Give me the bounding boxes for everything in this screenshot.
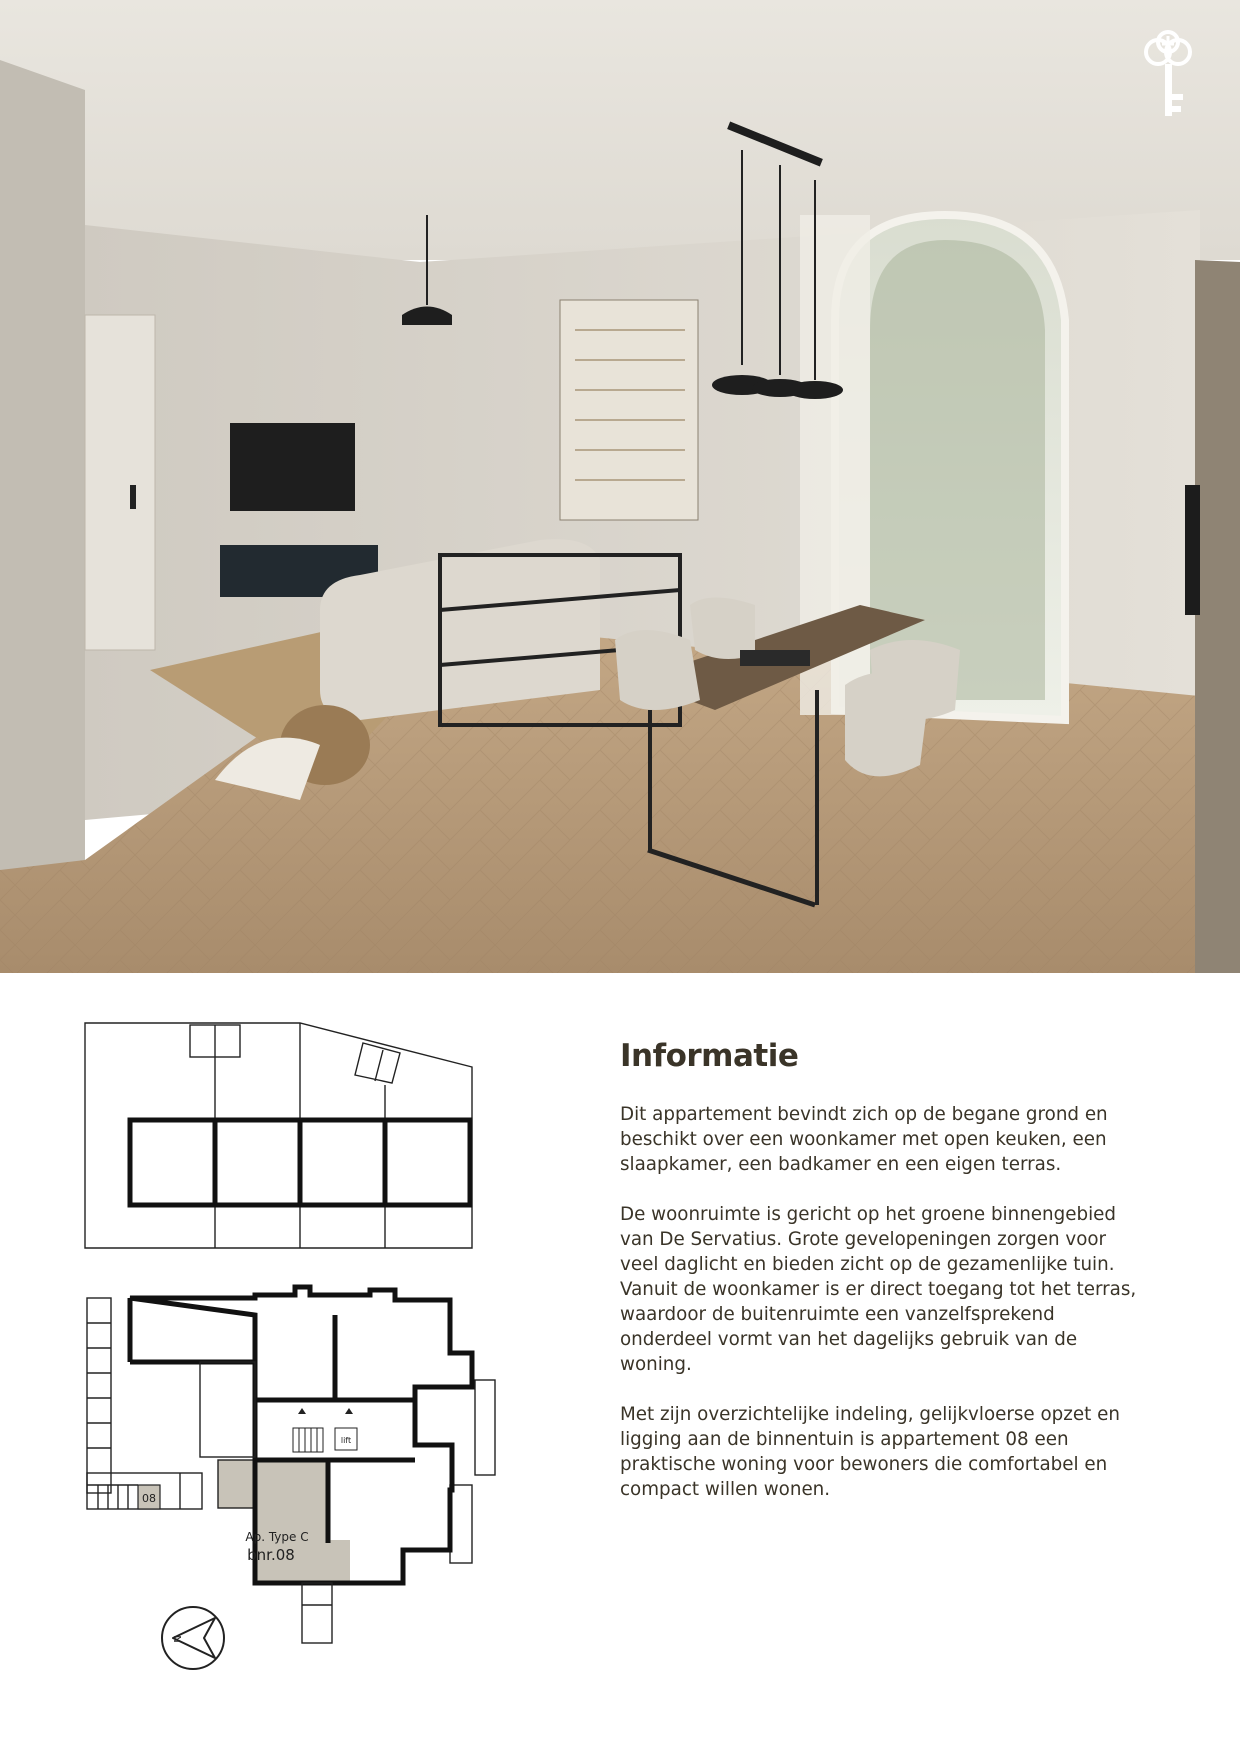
info-section (620, 1038, 1140, 1527)
compass-letter: N (173, 1635, 184, 1643)
apartment-bnr-label: bnr.08 (247, 1546, 295, 1564)
floor-plan-drawing (80, 1015, 500, 1675)
apartment-type-label: Ap. Type C (245, 1530, 309, 1544)
info-paragraph-1: Dit appartement bevindt zich op de begane grond en beschikt over een woonkamer met open keuken, een slaapkamer, een badkamer en een eigen terras. (620, 1104, 1108, 1175)
info-title: Informatie (620, 1038, 799, 1074)
info-paragraph-3: Met zijn overzichtelijke indeling, gelijkvloerse opzet en ligging aan de binnentuin is appartement 08 een praktische woning voor bewoners die comfortabel en compact willen wonen. (620, 1404, 1120, 1500)
key-tree-icon (1140, 30, 1196, 118)
floor-plan (80, 1015, 500, 1675)
info-paragraph-2: De woonruimte is gericht op het groene binnengebied van De Servatius. Grote gevelopeningen zorgen voor veel daglicht en bieden zicht op de gezamenlijke tuin. Vanuit de woonkamer is er direct toegang tot het terras, waardoor de buitenruimte een vanzelfsprekend onderdeel vormt van het dagelijks gebruik van de woning. (620, 1204, 1137, 1375)
apartment-highlight (255, 1460, 350, 1583)
lift-label: lift (340, 1436, 352, 1445)
north-arrow-icon (162, 1607, 224, 1669)
unit-highlight-outside (218, 1460, 254, 1508)
unit-number-label: 08 (142, 1492, 156, 1505)
